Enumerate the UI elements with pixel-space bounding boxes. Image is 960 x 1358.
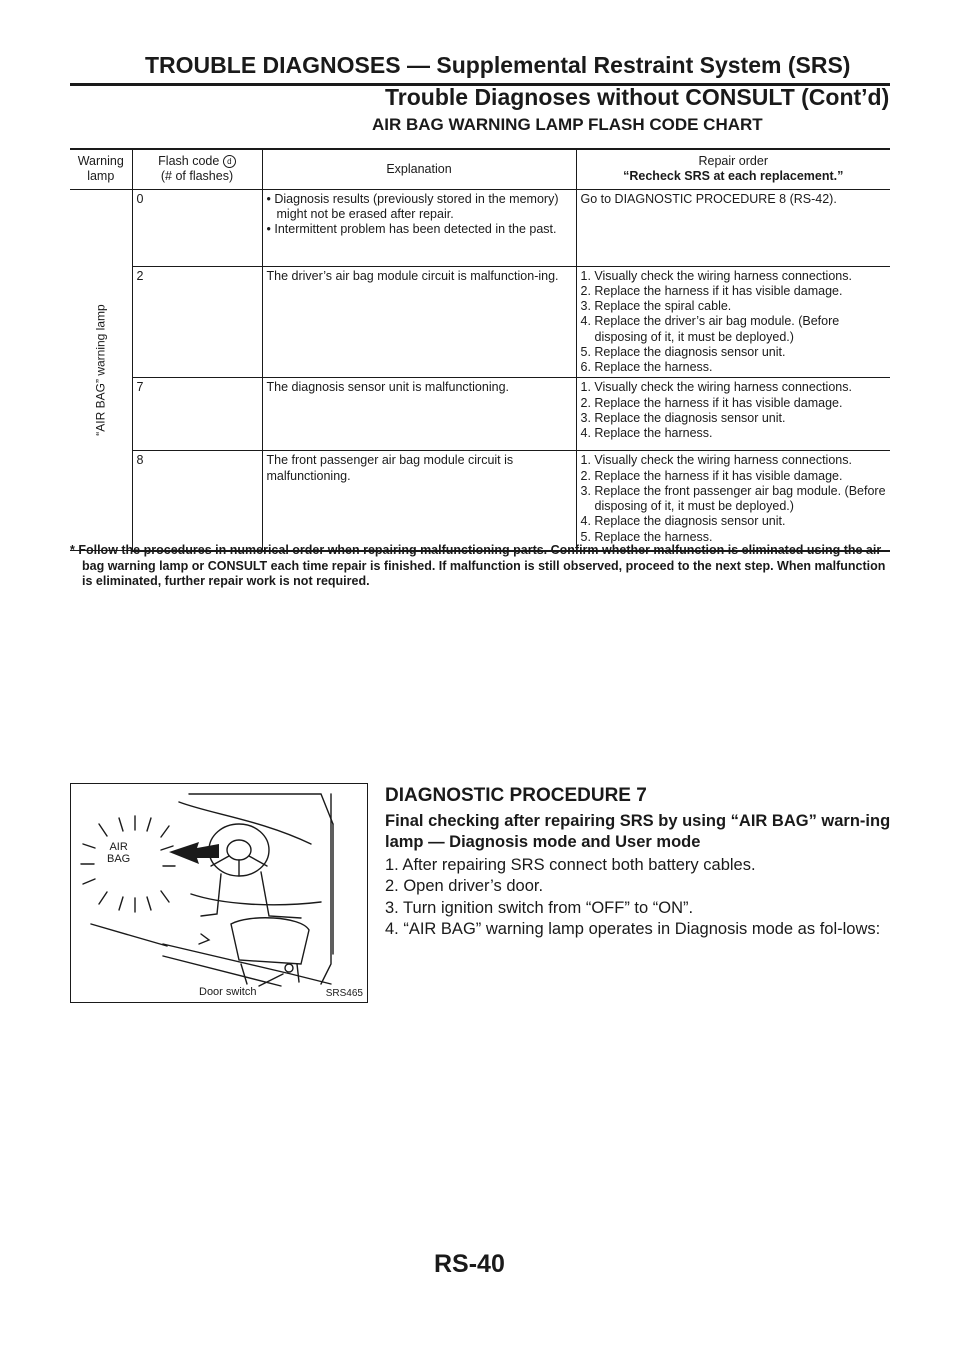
chart-title: AIR BAG WARNING LAMP FLASH CODE CHART bbox=[372, 115, 763, 134]
explanation-cell bbox=[262, 189, 576, 266]
list-item: 2. Replace the harness if it has visible damage. bbox=[580, 283, 843, 298]
list-item: 1. After repairing SRS connect both battery cables. bbox=[385, 856, 756, 874]
flash-code-cell: 2 bbox=[132, 266, 262, 378]
list-item: 4. Replace the driver’s air bag module. (Before disposing of it, it must be deployed.) bbox=[580, 314, 840, 344]
flash-code-label: Flash code bbox=[158, 154, 220, 168]
repair-cell bbox=[576, 451, 890, 551]
header-explanation: Explanation bbox=[262, 149, 576, 189]
table-row bbox=[70, 189, 890, 266]
list-item: 1. Visually check the wiring harness connections. bbox=[580, 380, 852, 395]
list-item: 1. Visually check the wiring harness connections. bbox=[580, 268, 852, 283]
section-header: TROUBLE DIAGNOSES — Supplemental Restraint System (SRS) bbox=[145, 52, 851, 78]
list-item: 3. Turn ignition switch from “OFF” to “ON”. bbox=[385, 898, 694, 917]
repair-cell bbox=[576, 378, 890, 451]
table-row bbox=[70, 451, 890, 551]
list-item: 3. Replace the diagnosis sensor unit. bbox=[580, 410, 786, 425]
list-item: • Intermittent problem has been detected in the past. bbox=[266, 222, 557, 236]
list-item: 2. Replace the harness if it has visible damage. bbox=[580, 468, 843, 483]
flash-code-cell: 8 bbox=[132, 451, 262, 551]
figure-code: SRS465 bbox=[325, 988, 363, 999]
header-warning-lamp: Warning lamp bbox=[70, 149, 132, 189]
header-repair-order bbox=[576, 149, 890, 189]
procedure-steps bbox=[385, 855, 897, 941]
list-item: 4. Replace the diagnosis sensor unit. bbox=[580, 514, 786, 529]
table-row bbox=[70, 266, 890, 378]
flash-code-table bbox=[70, 148, 890, 552]
table-header-row bbox=[70, 149, 890, 189]
list-item: Go to DIAGNOSTIC PROCEDURE 8 (RS-42). bbox=[580, 191, 837, 206]
list-item: 6. Replace the harness. bbox=[580, 360, 713, 374]
list-item: 2. Replace the harness if it has visible damage. bbox=[580, 395, 843, 410]
list-item: 2. Open driver’s door. bbox=[385, 877, 544, 896]
door-switch-figure bbox=[70, 783, 368, 1003]
subsection-header: Trouble Diagnoses without CONSULT (Cont’d) bbox=[385, 84, 890, 110]
list-item: 4. Replace the harness. bbox=[580, 426, 713, 440]
list-item: 5. Replace the harness. bbox=[580, 529, 713, 544]
explanation-cell: The driver’s air bag module circuit is malfunction-ing. bbox=[262, 266, 576, 378]
door-switch-label: Door switch bbox=[199, 986, 257, 998]
explanation-cell: The front passenger air bag module circuit is malfunctioning. bbox=[262, 451, 576, 551]
procedure-title: DIAGNOSTIC PROCEDURE 7 bbox=[385, 785, 647, 806]
list-item: 5. Replace the diagnosis sensor unit. bbox=[580, 344, 786, 359]
flash-code-cell: 0 bbox=[132, 189, 262, 266]
list-item: 3. Replace the front passenger air bag module. (Before disposing of it, it must be deployed.) bbox=[580, 483, 886, 513]
flash-code-note: (# of flashes) bbox=[160, 169, 234, 184]
repair-order-note: “Recheck SRS at each replacement.” bbox=[623, 169, 844, 184]
list-item: • Diagnosis results (previously stored in the memory) might not be erased after repair. bbox=[266, 191, 559, 221]
list-item: 1. Visually check the wiring harness connections. bbox=[580, 453, 852, 468]
flash-code-cell: 7 bbox=[132, 378, 262, 451]
repair-order-label: Repair order bbox=[698, 154, 768, 168]
car-interior-illustration bbox=[71, 784, 367, 1002]
list-item: 3. Replace the spiral cable. bbox=[580, 299, 732, 313]
table-row bbox=[70, 378, 890, 451]
air-bag-lamp-symbol: AIR BAG bbox=[107, 841, 131, 865]
repair-cell bbox=[576, 189, 890, 266]
chart-footnote: * Follow the procedures in numerical order when repairing malfunctioning parts. Confirm whether malfunction is eliminated using the air bag warning lamp or CONSULT each time repair is finished. If malfunction is still observed, proceed to the next step. When malfunction is eliminated, further repair work is not required. bbox=[70, 543, 886, 589]
warning-lamp-label: “AIR BAG” warning lamp bbox=[93, 304, 108, 436]
explanation-cell: The diagnosis sensor unit is malfunctioning. bbox=[262, 378, 576, 451]
list-item: 4. “AIR BAG” warning lamp operates in Diagnosis mode as fol-lows: bbox=[385, 920, 881, 939]
procedure-subtitle: Final checking after repairing SRS by using “AIR BAG” warn-ing lamp — Diagnosis mode and User mode bbox=[385, 812, 891, 852]
header-flash-code bbox=[132, 149, 262, 189]
warning-lamp-cell bbox=[70, 189, 132, 551]
repair-cell bbox=[576, 266, 890, 378]
page-number: RS-40 bbox=[434, 1250, 505, 1278]
circled-d-icon: d bbox=[223, 155, 236, 168]
